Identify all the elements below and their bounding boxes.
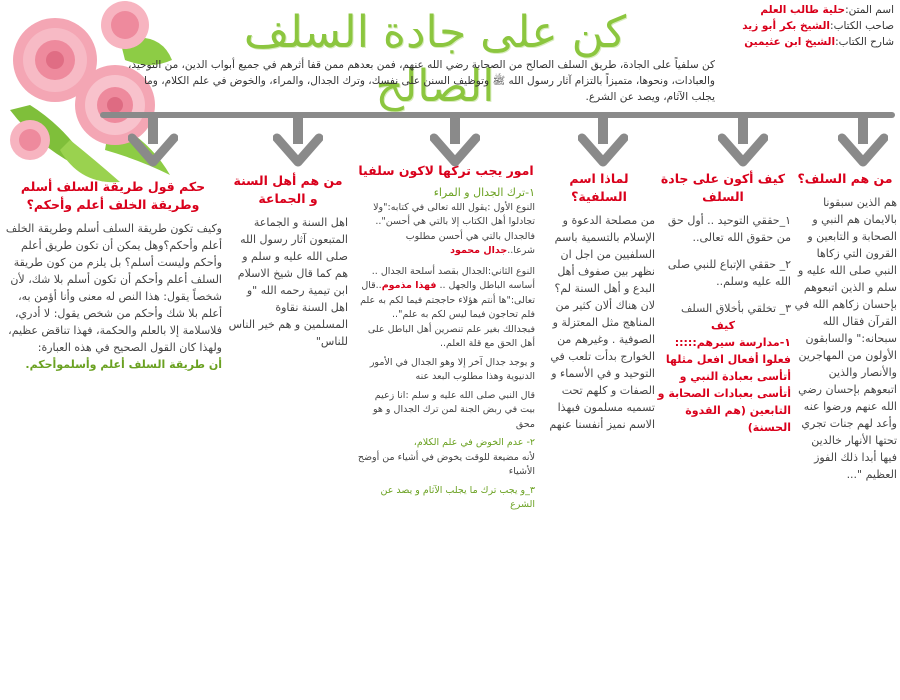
book-info-line xyxy=(704,18,894,34)
column-heading: كيف أكون على جادة السلف xyxy=(660,171,786,204)
column-heading: لماذا اسم السلفية؟ xyxy=(569,171,629,204)
column-text-highlight: ١-مدارسة سيرهم::::: فعلوا أفعال افعل مثلها أتأسى بعبادة النبي و أتأسى بعبادات الصحابة و التابعين (هم القدوة الحسنة) xyxy=(657,336,791,434)
book-info xyxy=(704,2,894,50)
column-things-to-avoid xyxy=(357,162,535,513)
column-subheading: ١-ترك الجدال و المراء xyxy=(433,186,535,199)
horizontal-connector-bar xyxy=(100,112,895,118)
column-text: لأنه مضيعة للوقت يخوض في أشياء من أوضح الأشياء xyxy=(357,451,535,477)
book-info-value: الشيخ بكر أبو زيد xyxy=(742,20,831,32)
down-arrow-icon xyxy=(128,112,178,168)
page-title: كن على جادة السلف الصالح xyxy=(243,7,627,112)
book-info-label: شارح الكتاب: xyxy=(835,36,894,48)
book-info-label: اسم المتن: xyxy=(845,4,894,16)
down-arrow-icon xyxy=(838,112,888,168)
column-text xyxy=(357,265,535,352)
column-why-name xyxy=(543,170,655,433)
column-text: ٢_ حققي الإتباع للنبي صلى الله عليه وسلم.. xyxy=(667,258,791,288)
column-heading: من هم أهل السنة و الجماعة xyxy=(233,173,343,206)
column-text: هم الذين سبقونا بالايمان هم النبي و الصحابة و التابعين و القرون التي زكاها النبي صلى الله عليه و سلم و الذين اتبعوهم بإحسان زكاهم الله في القرآن فقال الله سبحانه:" والسابقون الأولون من المهاجرين والأنصار والذين اتبعوهم بإحسان رضي الله عنهم ورضوا عنه وأعد لهم جنات تجري تحتها الأنهار خالدين فيها أبدا ذلك الفوز العظيم "... xyxy=(794,196,897,481)
column-conclusion: أن طريقة السلف أعلم وأسلموأحكم. xyxy=(25,358,222,371)
column-text: ٣_ تخلقي بأخلاق السلف xyxy=(680,302,791,315)
column-who-are-salaf xyxy=(793,170,897,483)
column-text xyxy=(357,201,535,259)
book-info-label: صاحب الكتاب: xyxy=(830,20,894,32)
column-how-to-follow xyxy=(655,170,791,436)
book-info-line xyxy=(704,2,894,18)
column-subheading: كيف xyxy=(711,319,735,332)
column-subheading: ٢- عدم الخوض في علم الكلام، xyxy=(413,437,535,448)
book-info-line xyxy=(704,34,894,50)
down-arrow-icon xyxy=(578,112,628,168)
text-fragment: ..قال تعالى:"ها أنتم هؤلاء حاججتم فيما لكم به علم فلم تحاجون فيما ليس لكم به علم".. فبجدالك بغير علم تنصرين أهل الباطل على أهل الحق مع قلة العلم.. xyxy=(360,280,535,349)
down-arrow-icon xyxy=(273,112,323,168)
column-text: وكيف تكون طريقة السلف أسلم وطريقة الخلف أعلم وأحكم؟وهل يمكن أن تكون طريق أعلم وأحكم وليست أسلم؟ بل يلزم من كون طريقة السلف أعلم وأحكم أن تكون أسلم بلا شك، لأن شخصاً يقول: هذا النص له معنى وأنا أؤمن به، أعلم بلا شك وأحكم من شخص يقول: لا أدري، فلاسلامة إلا بالعلم والحكمة، فهذا تناقض عظيم، ولهذا كان القول الصحيح في هذه العبارة: xyxy=(5,222,222,354)
column-text: اهل السنة و الجماعة المتبعون آثار رسول الله صلى الله عليه و سلم و هم كما قال شيخ الاسلام ابن تيمية رحمه الله "و اهل السنة نقاوة المسلمين و هم خير الناس للناس" xyxy=(228,216,348,348)
column-text: من مصلحة الدعوة و الإسلام بالتسمية باسم السلفيين من اجل ان نظهر بين صفوف أهل البدع و أهل السنة لم؟ لان هناك ألان كثير من المناهج مثل المعتزلة و الصوفية . وغيرهم من الخوارج بدأت تلعب في التوحيد و في الأسماء و الصفات و كلهم تحت تسميه مسلمون فبهذا الاسم نميز أنفسنا عنهم xyxy=(549,214,655,431)
down-arrow-icon xyxy=(718,112,768,168)
column-text: قال النبي صلى الله عليه و سلم :انا زعيم بيت في ربض الجنة لمن ترك الجدال و هو محق xyxy=(373,389,535,430)
column-heading: امور يجب تركها لاكون سلفيا xyxy=(358,163,534,178)
book-info-value: الشيخ ابن عثيمين xyxy=(744,36,836,48)
text-fragment: النوع الثاني:الجدال بقصد أسلحة الجدال .. أساسه الباطل والجهل .. xyxy=(371,265,535,291)
column-subheading: ٣_و يجب ترك ما يجلب الآثام و يصد عن الشرع xyxy=(380,484,535,510)
column-ahl-sunnah xyxy=(228,172,348,350)
down-arrow-icon xyxy=(430,112,480,168)
text-highlight: جدال محمود xyxy=(450,245,508,256)
intro-paragraph: كن سلفياً على الجادة، طريق السلف الصالح من الصحابة رضي الله عنهم، فمن بعدهم ممن قفا أثرهم في جميع أبواب الدين، من التوحيد، والعبادات، ونحوها، متميزاً بالتزام آثار رسول الله ﷺ وتوظيف السنن على نفسك، وترك الجدال، والمراء، والخوض في علم الكلام، وما يجلب الآثام، ويصد عن الشرع. xyxy=(127,59,715,103)
column-heading: حكم قول طريقة السلف أسلم وطريقة الخلف أعلم وأحكم؟ xyxy=(20,179,206,212)
column-ruling xyxy=(4,178,222,373)
column-text: ١_حققي التوحيد .. أول حق من حقوق الله تعالى.. xyxy=(667,214,791,244)
text-fragment: النوع الأول :يقول الله تعالى في كتابه:"ولا تجادلوا أهل الكتاب إلا بالتي هي أحسن".. فالجدال بالتي هي أحسن مطلوب شرعا.. xyxy=(373,201,535,256)
text-highlight: فهذا مذموم xyxy=(381,280,437,291)
column-heading: من هم السلف؟ xyxy=(797,171,893,186)
column-text: و يوجد جدال آخر إلا وهو الجدال في الأمور الدنيوية وهذا مطلوب البعد عنه xyxy=(369,356,535,382)
book-info-value: حلية طالب العلم xyxy=(760,4,846,16)
